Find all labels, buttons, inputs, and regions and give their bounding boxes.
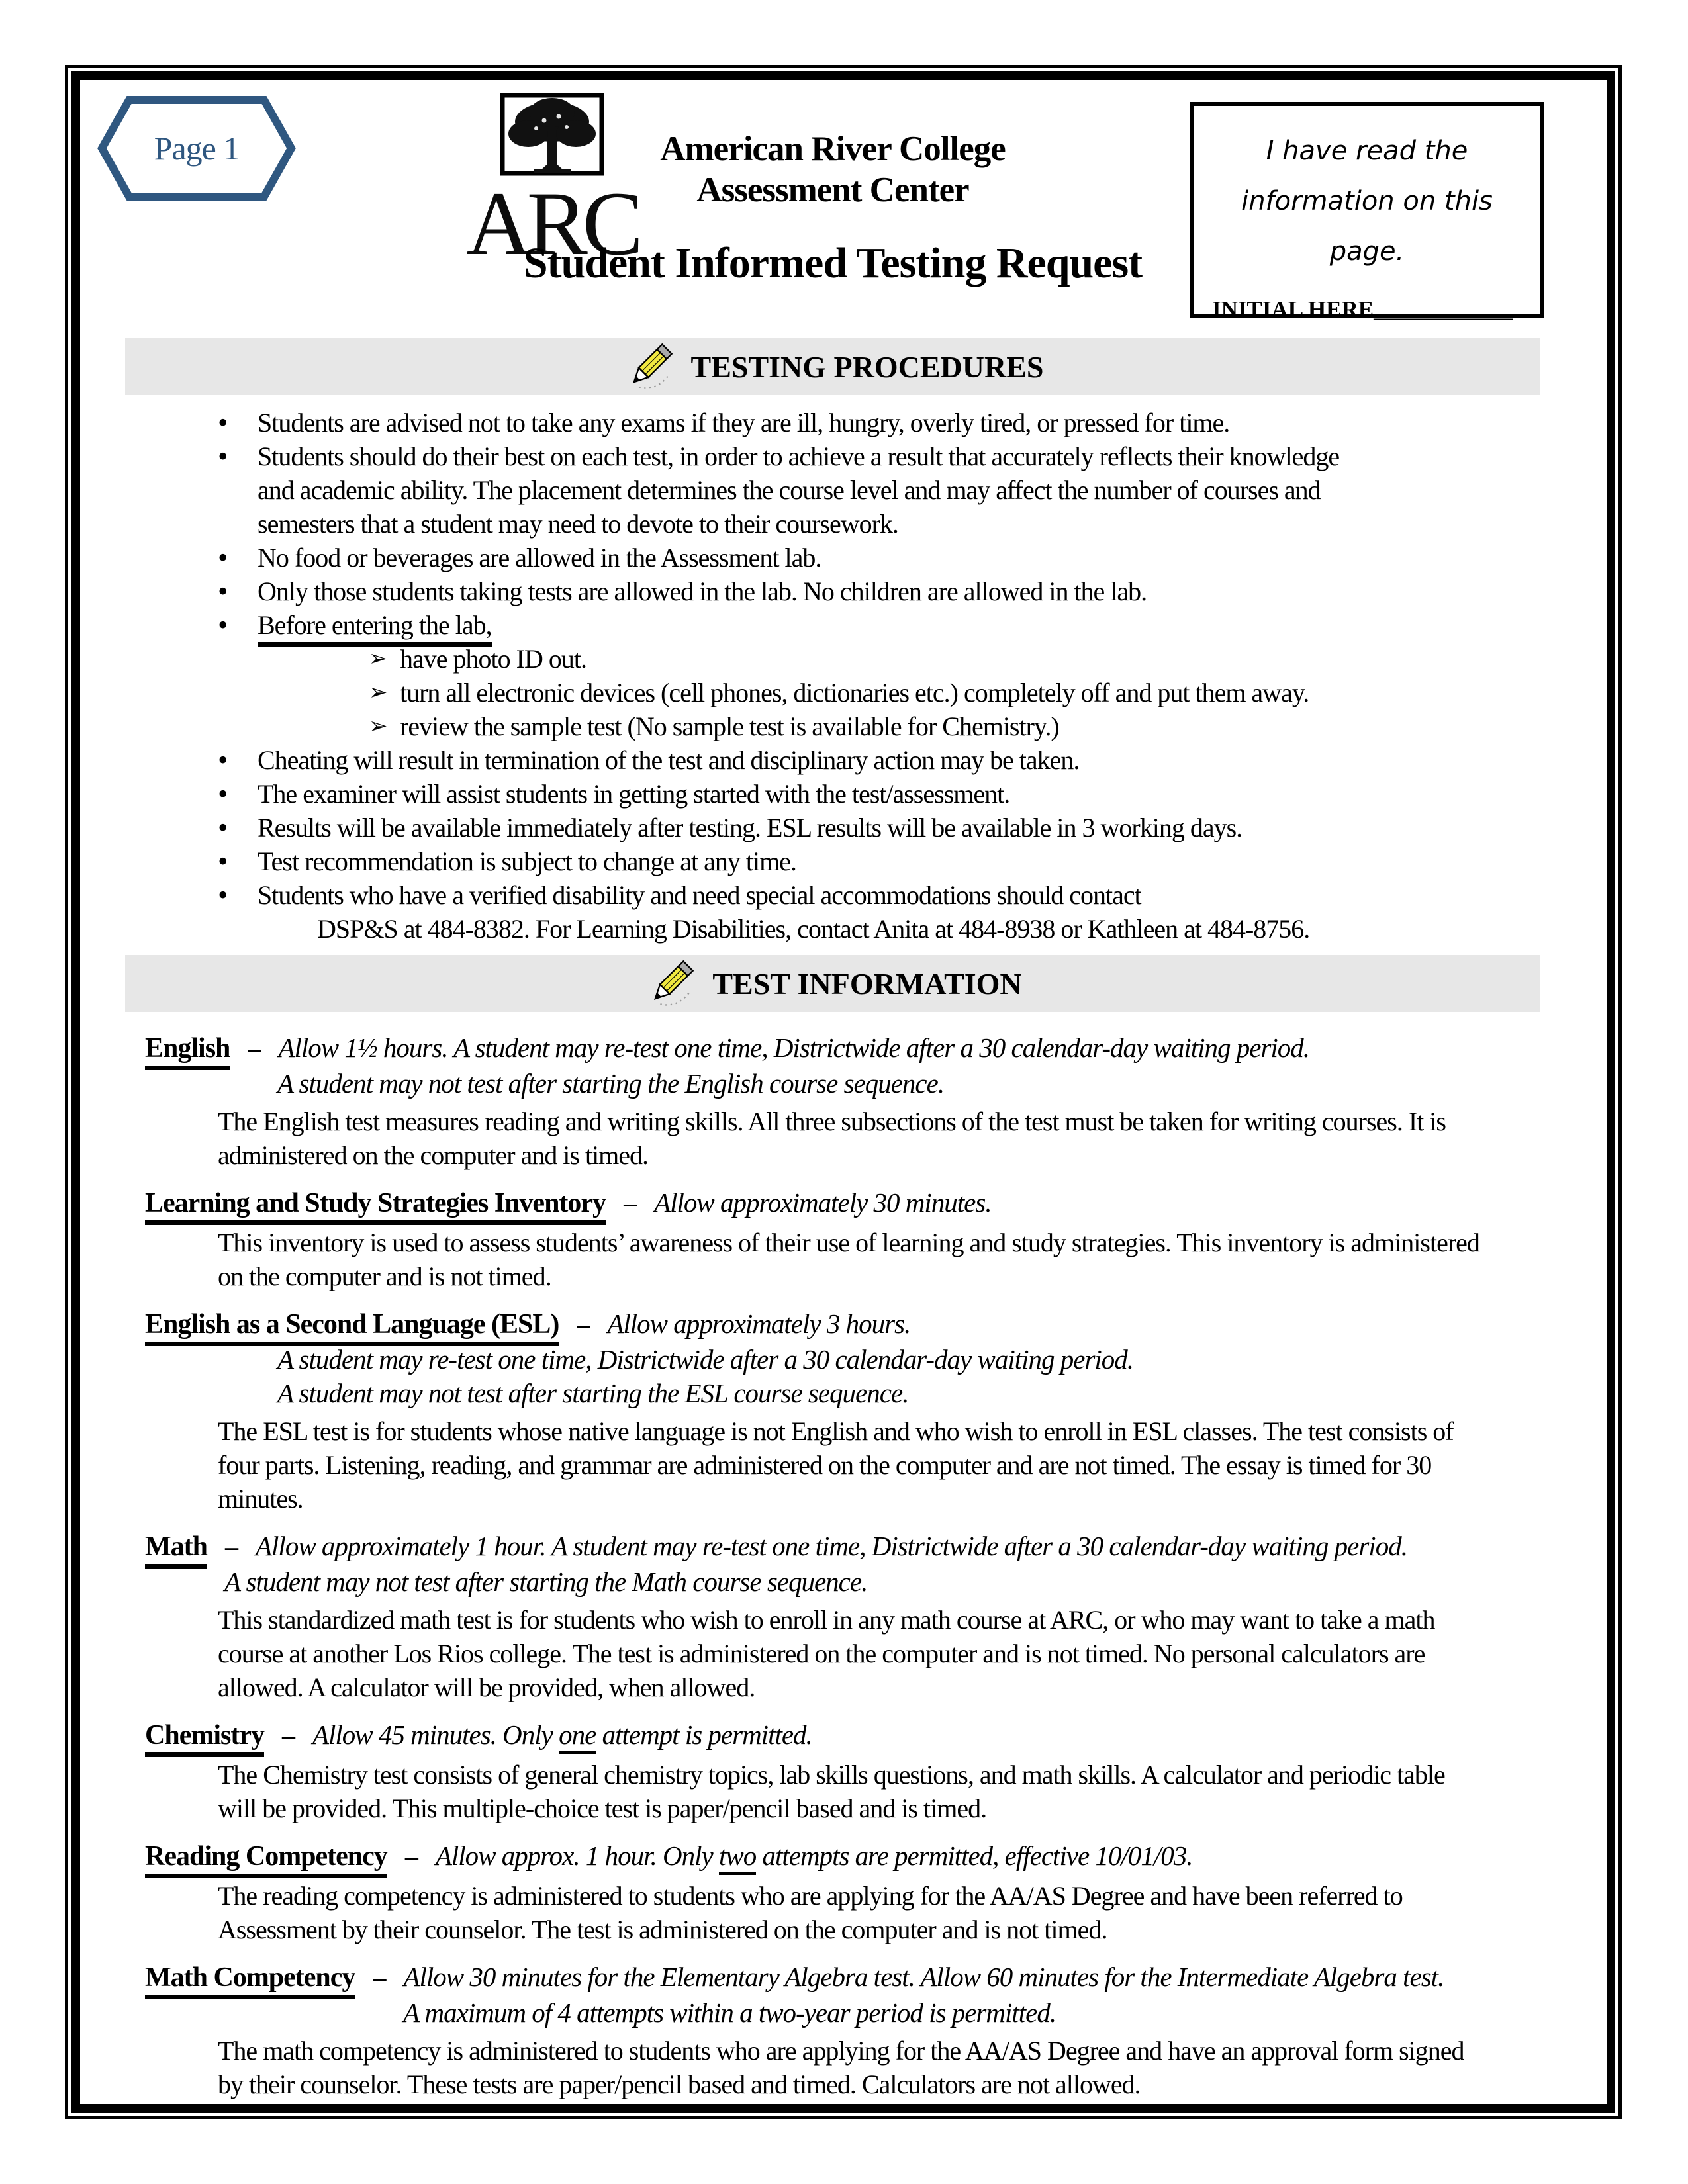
testing-procedures-title: TESTING PROCEDURES [690,349,1044,384]
test-description: The ESL test is for students whose native language is not English and who wish to enroll in ESL classes. The test consists of four parts. Listening, reading, and grammar are administered on the computer and are not timed. The essay is timed for 30 minutes. [218,1416,1454,1514]
org-dept: Assessment Center [696,171,969,209]
test-note: A maximum of 4 attempts within a two-year period is permitted. [403,1997,1056,2028]
section-header-test-information [125,955,1540,1012]
sub-bullet-item [258,642,1343,676]
dash-separator: – [373,1962,386,1992]
test-section-chemistry [125,1716,1540,1825]
test-description: The English test measures reading and writing skills. All three subsections of the test must be taken for writing courses. It is administered on the computer and is timed. [218,1107,1446,1170]
test-section-math-competency [125,1958,1540,2101]
test-section-esl [125,1305,1540,1516]
org-name: American River College [660,130,1006,168]
page-badge-label: Page 1 [154,130,240,167]
test-description: This standardized math test is for students who wish to enroll in any math course at ARC, or who may want to take a math course at another Los Rios college. The test is administered on the computer and is not timed. No personal calculators are allowed. A calculator will be provided, when allowed. [218,1605,1435,1702]
test-description: The Chemistry test consists of general chemistry topics, lab skills questions, and math skills. A calculator and periodic table will be provided. This multiple-choice test is paper/pencil based and is timed. [218,1760,1445,1823]
bullet-icon: • [218,879,228,911]
test-name: English [145,1033,230,1070]
bullet-text: Test recommendation is subject to change at any time. [258,846,796,876]
sub-bullet-text: review the sample test (No sample test is available for Chemistry.) [400,711,1059,741]
sub-bullet-item [258,709,1343,743]
test-section-english [125,1029,1540,1172]
document-header [125,90,1540,338]
bullet-text: Students should do their best on each test, in order to achieve a result that accurately reflects their knowledge and academic ability. The placement determines the course level and may affect the number of courses and semesters that a student may need to devote to their coursework. [258,441,1340,539]
bullet-item [125,608,1343,743]
test-information-title: TEST INFORMATION [712,966,1022,1001]
bullet-icon: • [218,744,228,776]
bullet-text: The examiner will assist students in getting started with the test/assessment. [258,779,1010,809]
arrow-bullet-icon: ➢ [369,647,387,671]
bullet-icon: • [218,541,228,574]
dash-separator: – [281,1720,295,1750]
test-section-reading-competency [125,1837,1540,1946]
initial-here-label: INITIAL HERE [1212,296,1374,322]
bullet-icon: • [218,811,228,844]
sub-bullet-item [258,676,1343,709]
sub-bullet-list [258,642,1343,743]
bullet-item [125,574,1343,608]
test-intro: Allow 1½ hours. A student may re-test one time, Districtwide after a 30 calendar-day waiting period. [278,1032,1310,1063]
test-section-math [125,1527,1540,1704]
test-note: A student may not test after starting the ESL course sequence. [277,1378,909,1408]
bullet-item [125,777,1343,811]
dash-separator: – [624,1188,637,1218]
test-intro: Allow approximately 3 hours. [607,1308,911,1339]
test-intro: Allow 45 minutes. Only one attempt is permitted. [312,1719,812,1754]
procedures-bullet-list [125,406,1343,946]
initial-statement-line2: information on this page. [1241,186,1493,267]
bullet-item [125,743,1343,777]
test-note: A student may not test after starting the English course sequence. [277,1068,945,1099]
test-intro: Allow approx. 1 hour. Only two attempts are permitted, effective 10/01/03. [436,1841,1193,1875]
test-description: The reading competency is administered to students who are applying for the AA/AS Degree and have been referred to Assessment by their counselor. The test is administered on the computer and is not timed. [218,1881,1403,1944]
sub-bullet-text: have photo ID out. [400,644,586,674]
bullet-text: Only those students taking tests are allowed in the lab. No children are allowed in the lab. [258,576,1147,606]
dash-separator: – [577,1309,590,1339]
test-description: This inventory is used to assess students’ awareness of their use of learning and study strategies. This inventory is administered on the computer and is not timed. [218,1228,1479,1291]
bullet-text: No food or beverages are allowed in the Assessment lab. [258,543,821,572]
test-intro: Allow approximately 30 minutes. [654,1187,992,1218]
bullet-text-underlined: Before entering the lab, [258,610,492,647]
dash-separator: – [248,1033,261,1063]
test-intro: Allow 30 minutes for the Elementary Algebra test. Allow 60 minutes for the Intermediate Algebra test. [403,1962,1444,1992]
logo-wordmark: ARC [466,173,638,274]
test-section-learning-study-strategies [125,1184,1540,1293]
pencil-icon [622,341,677,392]
underlined-word: one [559,1719,596,1754]
initial-blank-field[interactable]: ____________ [1374,296,1513,322]
bullet-text: Results will be available immediately after testing. ESL results will be available in 3 working days. [258,813,1243,842]
bullet-text: Students who have a verified disability and need special accommodations should contact [258,880,1141,910]
test-note: A student may re-test one time, Districtwide after a 30 calendar-day waiting period. [277,1344,1134,1375]
bullet-text: Cheating will result in termination of the test and disciplinary action may be taken. [258,745,1080,775]
bullet-icon: • [218,406,228,439]
bullet-item [125,439,1343,541]
test-name: Reading Competency [145,1841,387,1878]
test-name: Math Competency [145,1962,355,1999]
test-intro: Allow approximately 1 hour. A student may re-test one time, Districtwide after a 30 calendar-day waiting period. [256,1531,1407,1561]
arrow-bullet-icon: ➢ [369,714,387,739]
bullet-icon: • [218,440,228,473]
bullet-icon: • [218,845,228,878]
section-header-testing-procedures [125,338,1540,395]
test-description: The math competency is administered to students who are applying for the AA/AS Degree and have an approval form signed by their counselor. These tests are paper/pencil based and timed. Calculators are not allowed. [218,2036,1464,2099]
test-name: English as a Second Language (ESL) [145,1309,559,1346]
page-title: Student Informed Testing Request [523,239,1143,287]
pencil-icon [643,958,698,1009]
bullet-item [125,406,1343,439]
bullet-continuation-text: DSP&S at 484-8382. For Learning Disabilities, contact Anita at 484-8938 or Kathleen at 484-8756. [317,914,1310,944]
test-note: A student may not test after starting the Math course sequence. [224,1567,868,1597]
underlined-word: two [719,1841,756,1875]
dash-separator: – [225,1531,238,1561]
arrow-bullet-icon: ➢ [369,680,387,705]
bullet-icon: • [218,609,228,641]
test-name: Learning and Study Strategies Inventory [145,1188,606,1225]
initial-statement-line1: I have read the [1266,136,1468,166]
sub-bullet-text: turn all electronic devices (cell phones, dictionaries etc.) completely off and put them away. [400,678,1309,707]
bullet-text: Students are advised not to take any exams if they are ill, hungry, overly tired, or pressed for time. [258,408,1230,437]
bullet-item [125,878,1343,946]
test-name: Chemistry [145,1720,264,1757]
page-border [65,65,1622,2119]
dash-separator: – [404,1841,418,1871]
bullet-item [125,844,1343,878]
initial-box [1190,102,1544,322]
document-page [71,71,1615,2113]
bullet-icon: • [218,575,228,608]
bullet-icon: • [218,778,228,810]
bullet-item [125,541,1343,574]
test-name: Math [145,1531,207,1569]
bullet-item [125,811,1343,844]
